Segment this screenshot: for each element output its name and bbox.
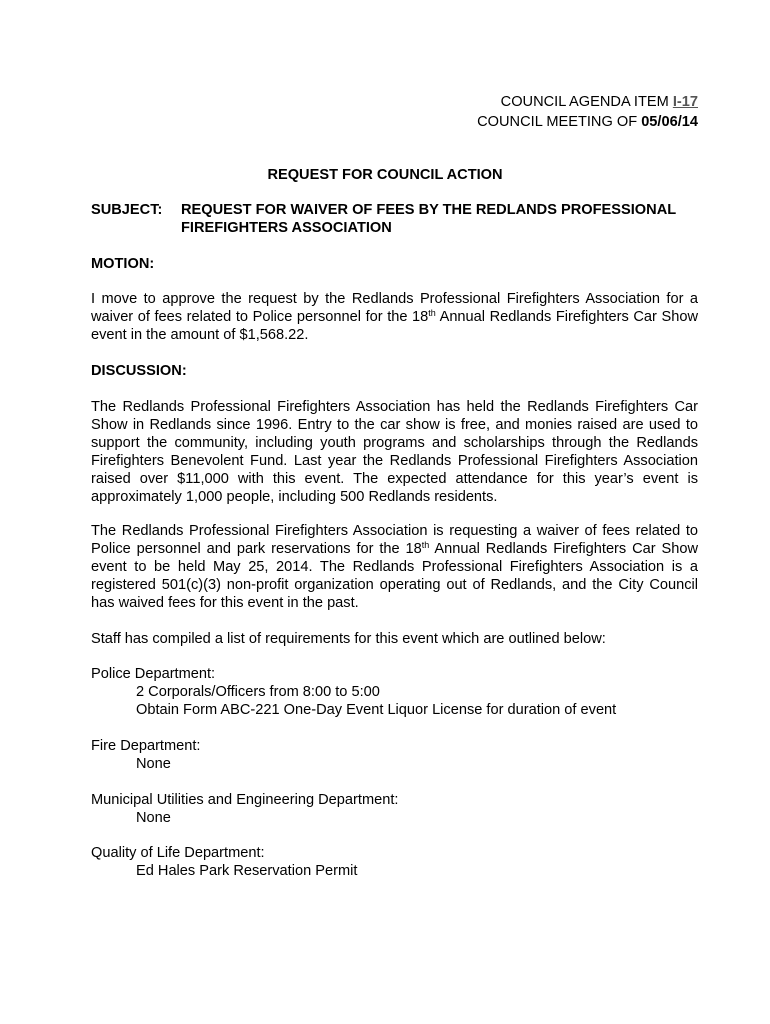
document-header [477,92,698,132]
department-fire [91,737,698,773]
department-name: Quality of Life Department: [91,845,265,861]
motion-text-end: Annual Redlands Firefighters Car Show event in the amount of $1,568.22. [91,309,698,343]
requirement-item: Obtain Form ABC-221 One-Day Event Liquor License for duration of event [136,702,617,718]
department-name: Police Department: [91,666,216,682]
discussion-p2-end: Annual Redlands Firefighters Car Show event to be held May 25, 2014. The Redlands Professional Firefighters Association is a registered 501(c)(3) non-profit organization operating out of Redlands, and the City Council has waived fees for this event in the past. [91,541,698,611]
subject-block [91,201,698,237]
requirement-item: 2 Corporals/Officers from 8:00 to 5:00 [136,684,380,700]
requirement-item: None [136,756,171,772]
discussion-p2-start: The Redlands Professional Firefighters Association is requesting a waiver of fees related to Police personnel and park reservations for the 18 [91,523,698,557]
discussion-p2-ordinal-suffix: th [421,540,430,550]
discussion-heading: DISCUSSION: [91,363,187,379]
subject-text: REQUEST FOR WAIVER OF FEES BY THE REDLANDS PROFESSIONAL FIREFIGHTERS ASSOCIATION [181,202,676,236]
department-quality-of-life [91,844,698,880]
subject-label: SUBJECT: [91,202,163,218]
motion-paragraph [91,290,698,344]
agenda-item-prefix: COUNCIL AGENDA ITEM [500,94,673,110]
requirement-item: None [136,810,171,826]
meeting-date: 05/06/14 [641,114,698,130]
agenda-item-number: I-17 [672,94,698,110]
agenda-item-line [477,92,698,112]
department-name: Fire Department: [91,738,201,754]
requirement-item: Ed Hales Park Reservation Permit [136,863,358,879]
department-police [91,665,698,719]
meeting-prefix: COUNCIL MEETING OF [477,114,642,130]
department-municipal-utilities [91,791,698,827]
meeting-date-line [477,112,698,132]
discussion-paragraph-1: The Redlands Professional Firefighters Association has held the Redlands Firefighters Car Show in Redlands since 1996. Entry to the car show is free, and monies raised are used to support the community, including youth programs and scholarships through the Redlands Firefighters Benevolent Fund. Last year the Redlands Professional Firefighters Association raised over $11,000 with this event. The expected attendance for this year’s event is approximately 1,000 people, including 500 Redlands residents. [91,399,698,505]
discussion-paragraph-2 [91,522,698,612]
motion-ordinal-suffix: th [428,308,436,318]
motion-text-start: I move to approve the request by the Redlands Professional Firefighters Association for a waiver of fees related to Police personnel for the 18 [91,291,698,325]
motion-heading: MOTION: [91,256,155,272]
document-title: REQUEST FOR COUNCIL ACTION [267,167,503,183]
discussion-paragraph-3: Staff has compiled a list of requirements for this event which are outlined below: [91,631,606,647]
department-name: Municipal Utilities and Engineering Department: [91,792,399,808]
